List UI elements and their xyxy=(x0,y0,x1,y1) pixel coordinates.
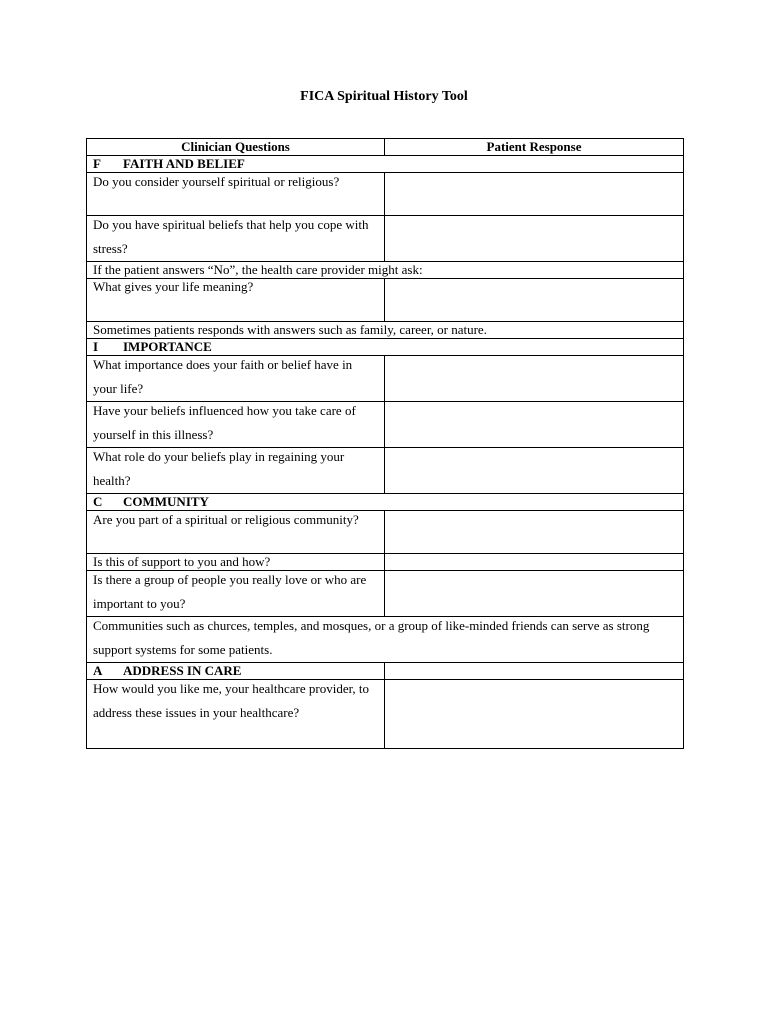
table-row xyxy=(87,216,684,262)
question-text: Do you consider yourself spiritual or religious? xyxy=(93,174,340,189)
question-cell xyxy=(87,448,385,494)
response-cell xyxy=(385,571,684,617)
header-clinician-questions: Clinician Questions xyxy=(87,139,385,156)
question-text: How would you like me, your healthcare provider, to address these issues in your healthcare? xyxy=(93,681,370,720)
response-cell xyxy=(385,356,684,402)
section-label: COMMUNITY xyxy=(123,494,209,509)
section-letter: A xyxy=(93,663,103,678)
response-cell xyxy=(385,554,684,571)
section-label: ADDRESS IN CARE xyxy=(123,663,242,678)
question-text: What role do your beliefs play in regaining your health? xyxy=(93,449,345,488)
question-text: What importance does your faith or belief have in your life? xyxy=(93,357,353,396)
question-text: Is there a group of people you really love or who are important to you? xyxy=(93,572,367,611)
section-label: FAITH AND BELIEF xyxy=(123,156,245,171)
response-cell xyxy=(385,680,684,749)
question-cell xyxy=(87,511,385,554)
question-cell xyxy=(87,356,385,402)
question-cell xyxy=(87,680,385,749)
page-title: FICA Spiritual History Tool xyxy=(300,89,468,104)
table-row xyxy=(87,617,684,663)
fica-table xyxy=(86,138,684,749)
note-cell: If the patient answers “No”, the health care provider might ask: xyxy=(87,262,684,279)
note-text: Communities such as churces, temples, and mosques, or a group of like-minded friends can serve as strong support systems for some patients. xyxy=(93,618,650,657)
response-cell xyxy=(385,511,684,554)
note-cell xyxy=(87,617,684,663)
table-row xyxy=(87,356,684,402)
header-patient-response: Patient Response xyxy=(385,139,684,156)
note-cell: Sometimes patients responds with answers such as family, career, or nature. xyxy=(87,322,684,339)
question-text: Have your beliefs influenced how you take care of yourself in this illness? xyxy=(93,403,356,442)
table-row xyxy=(87,279,684,322)
question-cell: Is this of support to you and how? xyxy=(87,554,385,571)
response-cell xyxy=(385,663,684,680)
question-cell xyxy=(87,571,385,617)
question-text: Do you have spiritual beliefs that help you cope with stress? xyxy=(93,217,369,256)
section-label: IMPORTANCE xyxy=(123,339,212,354)
section-letter: C xyxy=(93,494,103,509)
response-cell xyxy=(385,402,684,448)
table-header-row xyxy=(87,139,684,156)
table-row xyxy=(87,402,684,448)
question-cell xyxy=(87,173,385,216)
response-cell xyxy=(385,448,684,494)
table-row xyxy=(87,173,684,216)
table-row xyxy=(87,571,684,617)
table-row xyxy=(87,511,684,554)
section-letter: F xyxy=(93,156,101,171)
response-cell xyxy=(385,279,684,322)
table-row xyxy=(87,262,684,279)
table-row xyxy=(87,680,684,749)
response-cell xyxy=(385,173,684,216)
question-cell: What gives your life meaning? xyxy=(87,279,385,322)
question-cell xyxy=(87,402,385,448)
response-cell xyxy=(385,216,684,262)
table-row xyxy=(87,322,684,339)
question-text: Are you part of a spiritual or religious community? xyxy=(93,512,359,527)
section-letter: I xyxy=(93,339,99,354)
question-cell xyxy=(87,216,385,262)
table-row xyxy=(87,448,684,494)
